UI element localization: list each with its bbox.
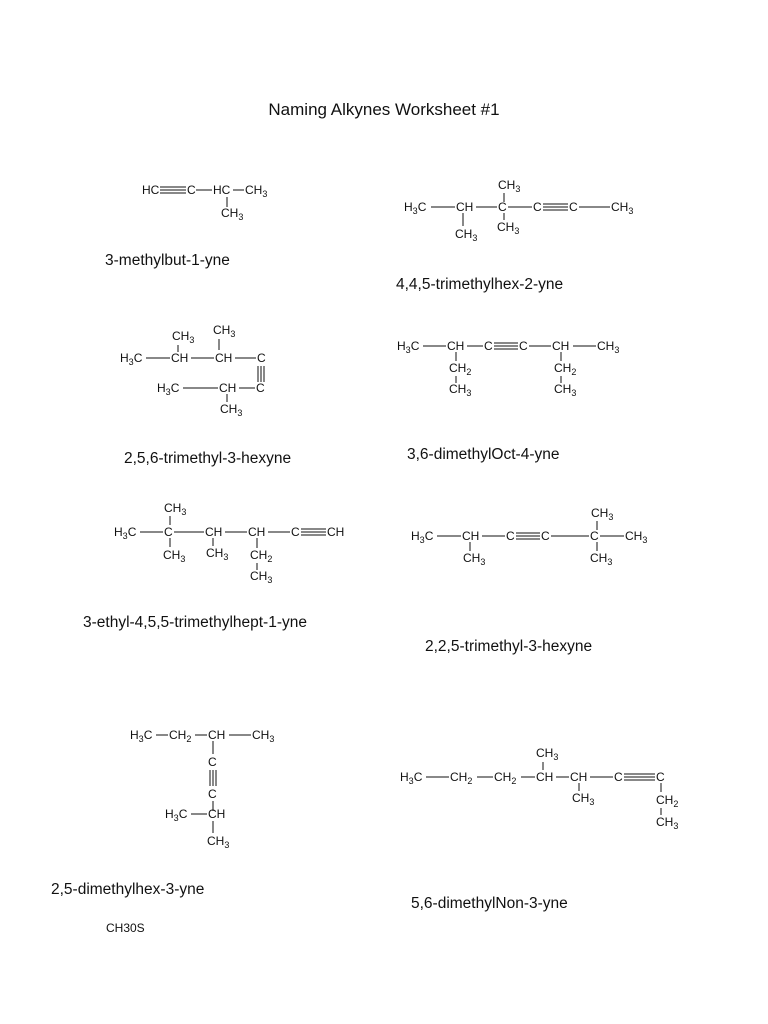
atom-label: C [208, 787, 217, 801]
atom-label: $CH_3$ [220, 402, 243, 418]
atom-label: $CH_3$ [213, 323, 236, 339]
worksheet-title: Naming Alkynes Worksheet #1 [268, 100, 500, 119]
atom-label: $H_3C$ [165, 807, 188, 823]
atom-label: $CH_3$ [455, 227, 478, 243]
structure-5-6-dimethylnon-3-yne [400, 746, 678, 831]
atom-label: $CH_3$ [250, 569, 273, 585]
atom-label: $CH_3$ [463, 551, 486, 567]
atom-label: HC [142, 183, 160, 197]
atom-label: C [569, 200, 578, 214]
atom-label: $CH_2$ [450, 770, 473, 786]
atom-label: CH [205, 525, 223, 539]
atom-label: CH [208, 807, 226, 821]
atom-label: C [498, 200, 507, 214]
atom-label: CH [327, 525, 345, 539]
atom-label: $CH_3$ [656, 815, 679, 831]
atom-label: C [291, 525, 300, 539]
atom-label: C [208, 755, 217, 769]
structure-3-6-dimethyloct-4-yne [397, 339, 619, 398]
atom-label: $CH_3$ [206, 546, 229, 562]
atom-label: $CH_3$ [590, 551, 613, 567]
atom-label: CH [447, 339, 465, 353]
atom-label: $CH_3$ [172, 329, 195, 345]
atom-label: C [187, 183, 196, 197]
atom-label: C [484, 339, 493, 353]
atom-label: $CH_3$ [591, 506, 614, 522]
atom-label: $CH_3$ [164, 501, 187, 517]
structure-3-methylbut-1-yne [142, 183, 267, 222]
atom-label: $CH_3$ [252, 728, 275, 744]
footer-course-code: CH30S [106, 921, 145, 935]
compound-name: 3-methylbut-1-yne [105, 252, 230, 269]
atom-label: $CH_3$ [611, 200, 634, 216]
compound-name: 3,6-dimethylOct-4-yne [407, 446, 560, 463]
atom-label: $CH_3$ [163, 548, 186, 564]
atom-label: CH [208, 728, 226, 742]
atom-label: $CH_3$ [245, 183, 268, 199]
atom-label: $H_3C$ [404, 200, 427, 216]
atom-label: C [656, 770, 665, 784]
compound-name: 3-ethyl-4,5,5-trimethylhept-1-yne [83, 614, 307, 631]
atom-label: $CH_3$ [207, 834, 230, 850]
atom-label: $H_3C$ [397, 339, 420, 355]
structure-2-2-5-trimethyl-3-hexyne [411, 506, 647, 567]
atom-label: $CH_3$ [498, 178, 521, 194]
atom-label: CH [215, 351, 233, 365]
atom-label: $H_3C$ [120, 351, 143, 367]
atom-label: $CH_2$ [494, 770, 517, 786]
structure-3-ethyl-4-5-5-trimethylhept-1-yne [114, 501, 344, 585]
atom-label: C [519, 339, 528, 353]
atom-label: CH [570, 770, 588, 784]
atom-label: $CH_3$ [536, 746, 559, 762]
atom-label: $CH_2$ [449, 361, 472, 377]
structure-2-5-dimethylhex-3-yne [130, 728, 274, 850]
atom-label: C [541, 529, 550, 543]
atom-label: C [164, 525, 173, 539]
atom-label: $CH_3$ [497, 220, 520, 236]
atom-label: $CH_2$ [554, 361, 577, 377]
structure-2-5-6-trimethyl-3-hexyne [120, 323, 266, 418]
atom-label: $H_3C$ [157, 381, 180, 397]
compound-name: 4,4,5-trimethylhex-2-yne [396, 276, 564, 293]
atom-label: $CH_3$ [449, 382, 472, 398]
atom-label: CH [171, 351, 189, 365]
atom-label: CH [219, 381, 237, 395]
atom-label: $CH_3$ [625, 529, 648, 545]
compound-name: 2,5-dimethylhex-3-yne [51, 881, 205, 898]
compound-name: 2,2,5-trimethyl-3-hexyne [425, 638, 593, 655]
atom-label: C [614, 770, 623, 784]
atom-label: $CH_2$ [250, 548, 273, 564]
atom-label: CH [462, 529, 480, 543]
atom-label: CH [536, 770, 554, 784]
atom-label: CH [456, 200, 474, 214]
atom-label: $CH_3$ [597, 339, 620, 355]
atom-label: CH [248, 525, 266, 539]
atom-label: C [506, 529, 515, 543]
atom-label: $CH_3$ [221, 206, 244, 222]
atom-label: $H_3C$ [114, 525, 137, 541]
atom-label: $CH_3$ [572, 791, 595, 807]
compound-name: 5,6-dimethylNon-3-yne [411, 895, 568, 912]
atom-label: CH [552, 339, 570, 353]
atom-label: $CH_2$ [169, 728, 192, 744]
atom-label: $CH_3$ [554, 382, 577, 398]
structure-4-4-5-trimethylhex-2-yne [404, 178, 633, 243]
compound-name: 2,5,6-trimethyl-3-hexyne [124, 450, 292, 467]
atom-label: $CH_2$ [656, 793, 679, 809]
atom-label: $H_3C$ [400, 770, 423, 786]
atom-label: C [590, 529, 599, 543]
atom-label: $H_3C$ [411, 529, 434, 545]
atom-label: $H_3C$ [130, 728, 153, 744]
atom-label: C [257, 351, 266, 365]
atom-label: C [256, 381, 265, 395]
atom-label: HC [213, 183, 231, 197]
atom-label: C [533, 200, 542, 214]
